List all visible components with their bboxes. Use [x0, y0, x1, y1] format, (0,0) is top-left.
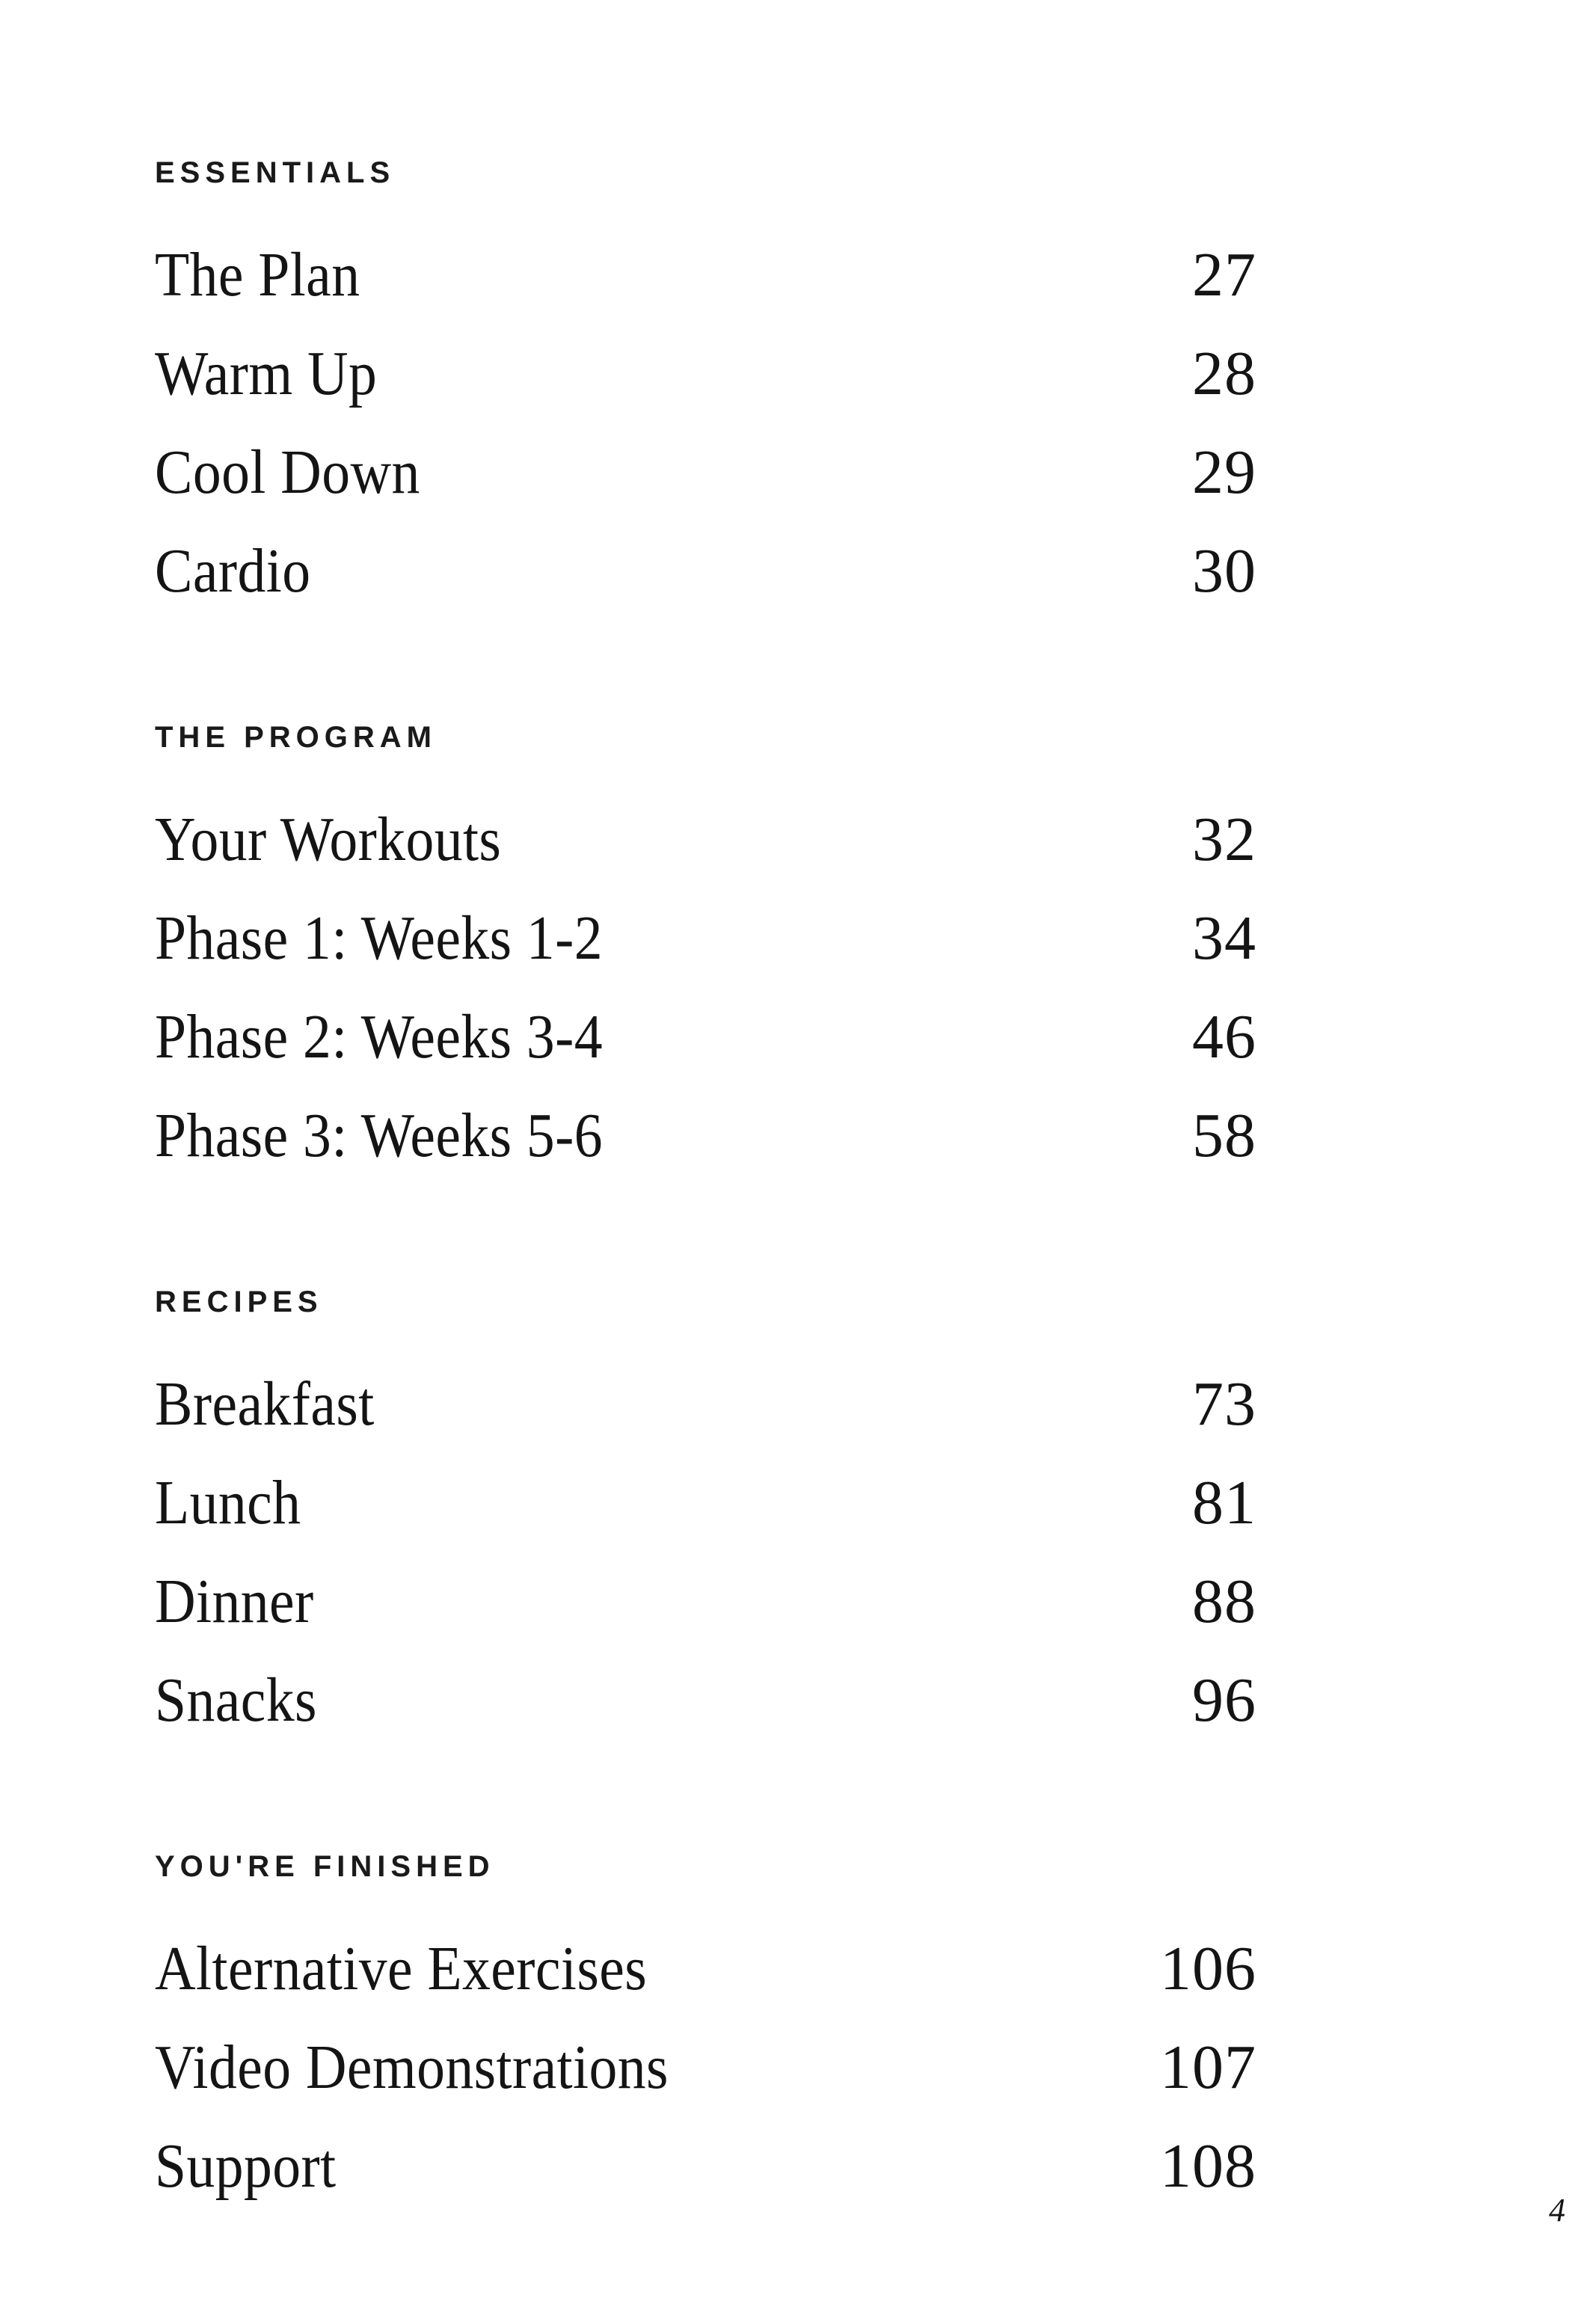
toc-entry[interactable] [155, 1651, 1256, 1750]
toc-entry-label: Lunch [155, 1468, 301, 1538]
toc-entry-label: Your Workouts [155, 805, 502, 874]
toc-section [155, 1850, 1256, 2216]
toc-entry-page-number: 32 [1192, 805, 1256, 874]
toc-entry-page-number: 27 [1192, 240, 1256, 310]
toc-entry-label: Phase 1: Weeks 1-2 [155, 903, 604, 973]
toc-entry[interactable] [155, 1552, 1256, 1651]
toc-entry[interactable] [155, 988, 1256, 1087]
toc-section [155, 156, 1256, 621]
toc-entry[interactable] [155, 2018, 1256, 2117]
toc-entry[interactable] [155, 423, 1256, 522]
toc-rows [155, 1355, 1256, 1750]
toc-entry-label: Support [155, 2131, 337, 2201]
toc-entry-label: Alternative Exercises [155, 1934, 648, 2003]
toc-entry-label: Phase 3: Weeks 5-6 [155, 1101, 604, 1170]
table-of-contents [155, 156, 1256, 2316]
toc-entry-label: The Plan [155, 240, 360, 310]
section-heading: RECIPES [155, 1286, 323, 1318]
toc-entry[interactable] [155, 522, 1256, 621]
toc-entry-label: Cool Down [155, 437, 420, 507]
toc-entry-page-number: 81 [1192, 1468, 1256, 1538]
section-heading: THE PROGRAM [155, 721, 437, 754]
toc-entry-page-number: 34 [1192, 903, 1256, 973]
toc-rows [155, 1920, 1256, 2216]
toc-section [155, 721, 1256, 1185]
toc-entry-page-number: 29 [1192, 437, 1256, 507]
toc-entry-label: Video Demonstrations [155, 2033, 669, 2102]
toc-entry-page-number: 88 [1192, 1567, 1256, 1636]
toc-entry[interactable] [155, 889, 1256, 988]
page-number: 4 [1549, 2192, 1565, 2229]
toc-entry-page-number: 30 [1192, 536, 1256, 606]
toc-section [155, 1286, 1256, 1750]
toc-entry[interactable] [155, 2117, 1256, 2216]
section-heading: YOU'RE FINISHED [155, 1850, 495, 1883]
toc-rows [155, 790, 1256, 1185]
toc-entry-page-number: 106 [1160, 1934, 1256, 2003]
toc-entry-label: Breakfast [155, 1369, 375, 1439]
toc-entry[interactable] [155, 1355, 1256, 1454]
toc-entry-label: Warm Up [155, 339, 378, 408]
toc-entry[interactable] [155, 226, 1256, 325]
toc-entry-page-number: 73 [1192, 1369, 1256, 1439]
toc-entry-page-number: 46 [1192, 1002, 1256, 1072]
toc-entry[interactable] [155, 1454, 1256, 1552]
toc-entry-page-number: 108 [1160, 2131, 1256, 2201]
toc-entry[interactable] [155, 1920, 1256, 2018]
toc-rows [155, 226, 1256, 621]
toc-entry-label: Dinner [155, 1567, 314, 1636]
toc-entry[interactable] [155, 325, 1256, 423]
toc-entry-page-number: 96 [1192, 1665, 1256, 1735]
section-heading: ESSENTIALS [155, 156, 396, 189]
toc-entry-label: Snacks [155, 1665, 317, 1735]
toc-entry-label: Cardio [155, 536, 311, 606]
toc-entry-page-number: 58 [1192, 1101, 1256, 1170]
toc-entry-label: Phase 2: Weeks 3-4 [155, 1002, 604, 1072]
toc-entry-page-number: 28 [1192, 339, 1256, 408]
toc-entry-page-number: 107 [1160, 2033, 1256, 2102]
toc-entry[interactable] [155, 1087, 1256, 1185]
toc-entry[interactable] [155, 790, 1256, 889]
